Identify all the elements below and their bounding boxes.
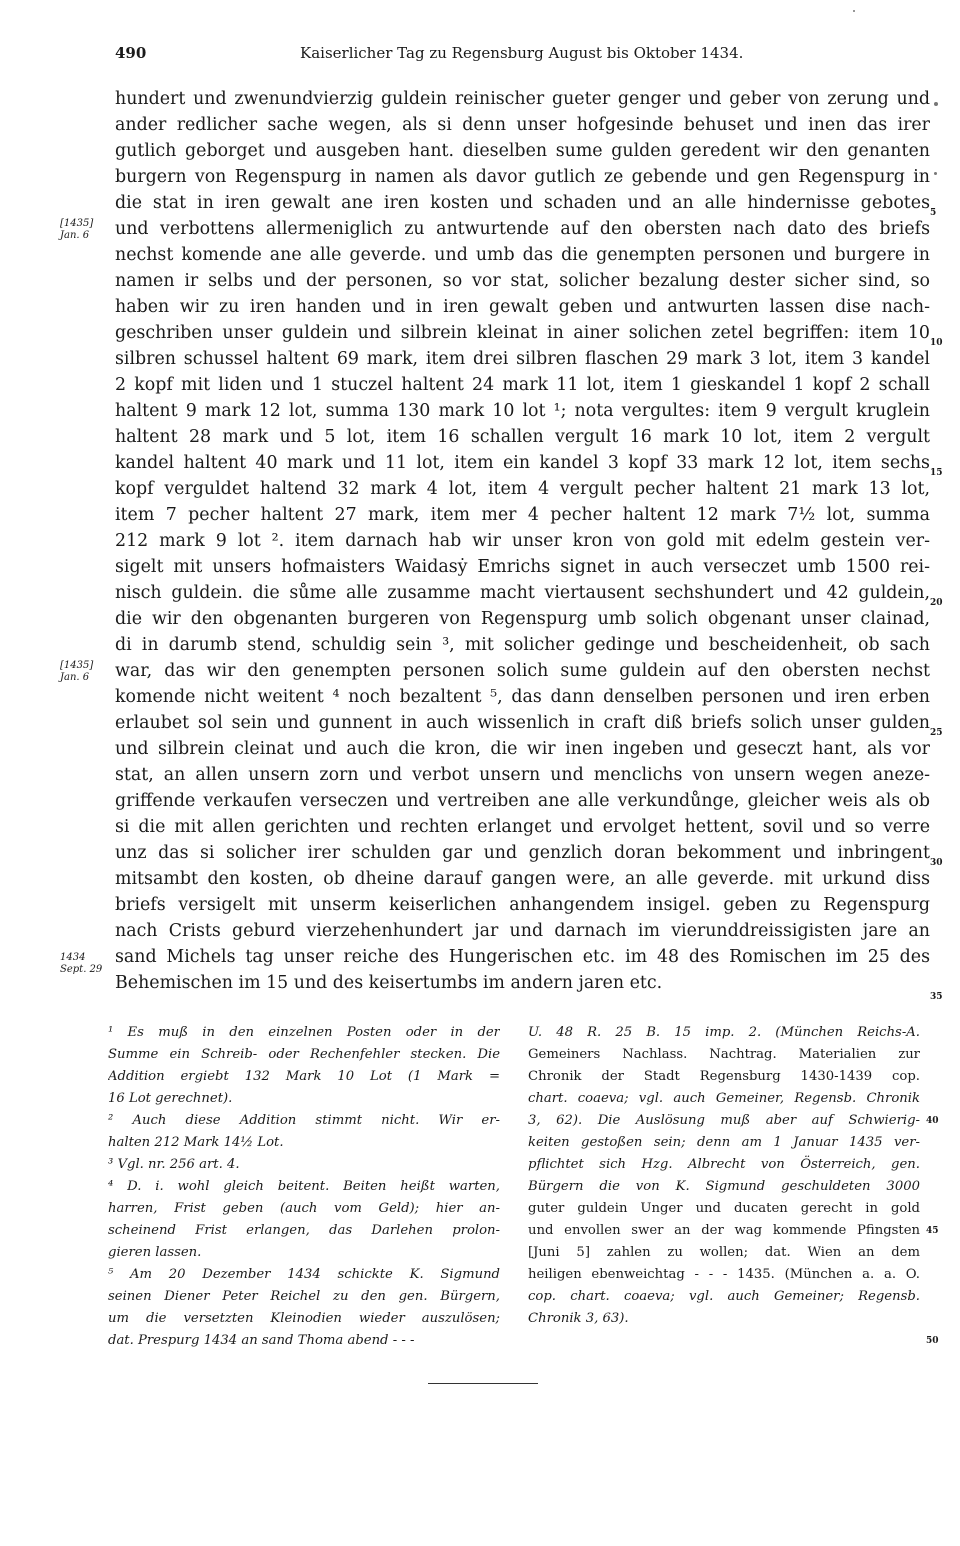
footnote-line: seinen Diener Peter Reichel zu den gen. Bürgern, (108, 1289, 500, 1304)
text-line: haben wir zu iren handen und in iren gewalt geben und antwurten lassen dise nach- (115, 297, 930, 317)
line-number: 30 (930, 858, 943, 868)
text-line: burgern von Regenspurg in namen als davor gutlich ze gebende und gen Regenspurg in (115, 167, 930, 187)
line-number: 20 (930, 598, 943, 608)
footer-rule (428, 1383, 538, 1384)
text-line: ander redlicher sache wegen, als si denn unser hofgesinde behuset und inen das irer (115, 115, 930, 135)
footnote-line: halten 212 Mark 14½ Lot. (108, 1135, 284, 1150)
footnote-line: dat. Prespurg 1434 an sand Thoma abend - - - (108, 1333, 415, 1348)
page-header (115, 44, 930, 68)
footnote-line: und envollen swer an der wag kommende Pfingsten (528, 1223, 920, 1238)
text-line: kopf verguldet haltend 32 mark 4 lot, item 4 vergult pecher haltent 21 mark 13 lot, (115, 479, 930, 499)
text-line: erlaubet sol sein und gunnent in auch wissenlich in craft diß briefs solich unser gulden (115, 713, 930, 733)
footnote-line: gieren lassen. (108, 1245, 202, 1260)
footnote-line: pflichtet sich Hzg. Albrecht von Österreich, gen. (528, 1157, 920, 1172)
line-number: 5 (930, 208, 937, 218)
footnote-line: [Juni 5] zahlen zu wollen; dat. Wien an dem (528, 1245, 920, 1260)
line-number: 50 (926, 1336, 939, 1346)
text-line: die stat in iren gewalt ane iren kosten und schaden und an alle hindernisse gebotes (115, 193, 930, 213)
text-line: war, das wir den genempten personen solich sume guldein auf den obersten nechst (115, 661, 930, 681)
text-line: stat, an allen unsern zorn und verbot unsern und menclichs von unsern wegen aneze- (115, 765, 930, 785)
text-line: sigelt mit unsers hofmaisters Waidasẏ Emrichs signet in auch verseczet umb 1500 rei- (115, 557, 930, 577)
footnote-line: ⁵ Am 20 Dezember 1434 schickte K. Sigmund (108, 1267, 500, 1282)
footnote-line: heiligen ebenweichtag - - - 1435. (München a. a. O. (528, 1267, 920, 1282)
margin-note-year: [1435] (60, 218, 94, 229)
footnote-line: Bürgern die von K. Sigmund geschuldeten 3000 (528, 1179, 920, 1194)
text-line: 2 kopf mit liden und 1 stuczel haltent 24 mark 11 lot, item 1 gieskandel 1 kopf 2 schall (115, 375, 930, 395)
footnote-line: ³ Vgl. nr. 256 art. 4. (108, 1157, 240, 1172)
footnote-line: 3, 62). Die Auslösung muß aber auf Schwierig- (528, 1113, 920, 1128)
text-line: 212 mark 9 lot ². item darnach hab wir unser kron von gold mit edelm gestein ver- (115, 531, 930, 551)
line-number: 40 (926, 1116, 939, 1126)
scan-speck (934, 102, 938, 106)
line-number: 25 (930, 728, 943, 738)
footnote-line: Chronik der Stadt Regensburg 1430-1439 cop. (528, 1069, 920, 1084)
footnote-line: ² Auch diese Addition stimmt nicht. Wir er- (108, 1113, 500, 1128)
scan-speck (853, 10, 855, 12)
footnote-line: 16 Lot gerechnet). (108, 1091, 233, 1106)
footnote-line: chart. coaeva; vgl. auch Gemeiner, Regensb. Chronik (528, 1091, 920, 1106)
footnote-line: scheinend Frist erlangen, das Darlehen prolon- (108, 1223, 500, 1238)
text-line: briefs versigelt mit unserm keiserlichen anhangendem insigel. geben zu Regenspurg (115, 895, 930, 915)
footnote-line: guter guldein Unger und ducaten gerecht in gold (528, 1201, 920, 1216)
margin-date-note (60, 218, 112, 242)
margin-date-note (60, 660, 112, 684)
text-line: kandel haltent 40 mark und 11 lot, item ein kandel 3 kopf 33 mark 12 lot, item sechs (115, 453, 930, 473)
footnote-line: keiten gestoßen sein; denn am 1 Januar 1435 ver- (528, 1135, 920, 1150)
footnote-line: Summe ein Schreib- oder Rechenfehler stecken. Die (108, 1047, 500, 1062)
footnote-line: U. 48 R. 25 B. 15 imp. 2. (München Reichs-A. (528, 1025, 920, 1040)
margin-date-note (60, 952, 112, 976)
text-line: komende nicht weitent ⁴ noch bezaltent ⁵, das dann denselben personen und iren erben (115, 687, 930, 707)
text-line: nach Crists geburd vierzehenhundert jar und darnach im vierunddreissigisten jare an (115, 921, 930, 941)
line-number: 15 (930, 468, 943, 478)
text-line: mitsambt den kosten, ob dheine darauf gangen were, an alle geverde. mit urkund diss (115, 869, 930, 889)
footnote-line: Gemeiners Nachlass. Nachtrag. Materialien zur (528, 1047, 920, 1062)
line-number: 35 (930, 992, 943, 1002)
text-line: unz das si solicher irer schulden gar und genzlich doran bekomment und inbringent (115, 843, 930, 863)
line-number: 10 (930, 338, 943, 348)
margin-note-date: Jan. 6 (60, 672, 90, 683)
text-line: di in darumb stend, schuldig sein ³, mit solicher gedinge und bescheidenheit, ob sach (115, 635, 930, 655)
margin-note-date: Jan. 6 (60, 230, 90, 241)
text-line: silbren schussel haltent 69 mark, item drei silbren flaschen 29 mark 3 lot, item 3 kandel (115, 349, 930, 369)
footnote-line: Addition ergiebt 132 Mark 10 Lot (1 Mark = (108, 1069, 500, 1084)
text-line: griffende verkaufen verseczen und vertreiben ane alle verkundůnge, gleicher weis als ob (115, 791, 930, 811)
page-number: 490 (115, 44, 147, 62)
line-number: 45 (926, 1226, 939, 1236)
text-line: item 7 pecher haltent 27 mark, item mer 4 pecher haltent 12 mark 7½ lot, summa (115, 505, 930, 525)
text-line: hundert und zwenundvierzig guldein reinischer gueter genger und geber von zerung und (115, 89, 930, 109)
text-line: Behemischen im 15 und des keisertumbs im andern jaren etc. (115, 973, 663, 993)
footnote-line: ⁴ D. i. wohl gleich beitent. Beiten heißt warten, (108, 1179, 500, 1194)
text-line: gutlich geborget und ausgeben hant. dieselben sume gulden geredent wir den genanten (115, 141, 930, 161)
text-line: namen ir selbs und der personen, so vor stat, solicher bezalung dester sicher sind, so (115, 271, 930, 291)
text-line: und silbrein cleinat und auch die kron, die wir inen ingeben und geseczt hant, als vor (115, 739, 930, 759)
text-line: nechst komende ane alle geverde. und umb das die genempten personen und burgere in (115, 245, 930, 265)
margin-note-date: Sept. 29 (60, 964, 103, 975)
margin-note-year: 1434 (60, 952, 86, 963)
footnote-line: Chronik 3, 63). (528, 1311, 629, 1326)
text-line: und verbottens allermeniglich zu antwurtende auf den obersten nach dato des briefs (115, 219, 930, 239)
footnote-line: cop. chart. coaeva; vgl. auch Gemeiner; Regensb. (528, 1289, 920, 1304)
scan-speck (934, 172, 937, 175)
text-line: sand Michels tag unser reiche des Hungerischen etc. im 48 des Romischen im 25 des (115, 947, 930, 967)
text-line: die wir den obgenanten burgeren von Regenspurg umb solich obgenant unser clainad, (115, 609, 930, 629)
text-line: haltent 9 mark 12 lot, summa 130 mark 10 lot ¹; nota vergultes: item 9 vergult kruglein (115, 401, 930, 421)
footnote-line: ¹ Es muß in den einzelnen Posten oder in der (108, 1025, 500, 1040)
footnote-line: um die versetzten Kleinodien wieder auszulösen; (108, 1311, 500, 1326)
running-title: Kaiserlicher Tag zu Regensburg August bis Oktober 1434. (300, 44, 744, 62)
text-line: nisch guldein. die sůme alle zusamme macht viertausent sechshundert und 42 guldein, (115, 583, 930, 603)
text-line: haltent 28 mark und 5 lot, item 16 schallen vergult 16 mark 10 lot, item 2 vergult (115, 427, 930, 447)
text-line: si die mit allen gerichten und rechten erlanget und ervolget hettent, sovil und so verre (115, 817, 930, 837)
text-line: geschriben unser guldein und silbrein kleinat in ainer solichen zetel begriffen: item 10 (115, 323, 930, 343)
margin-note-year: [1435] (60, 660, 94, 671)
footnote-line: harren, Frist geben (auch vom Geld); hier an- (108, 1201, 500, 1216)
